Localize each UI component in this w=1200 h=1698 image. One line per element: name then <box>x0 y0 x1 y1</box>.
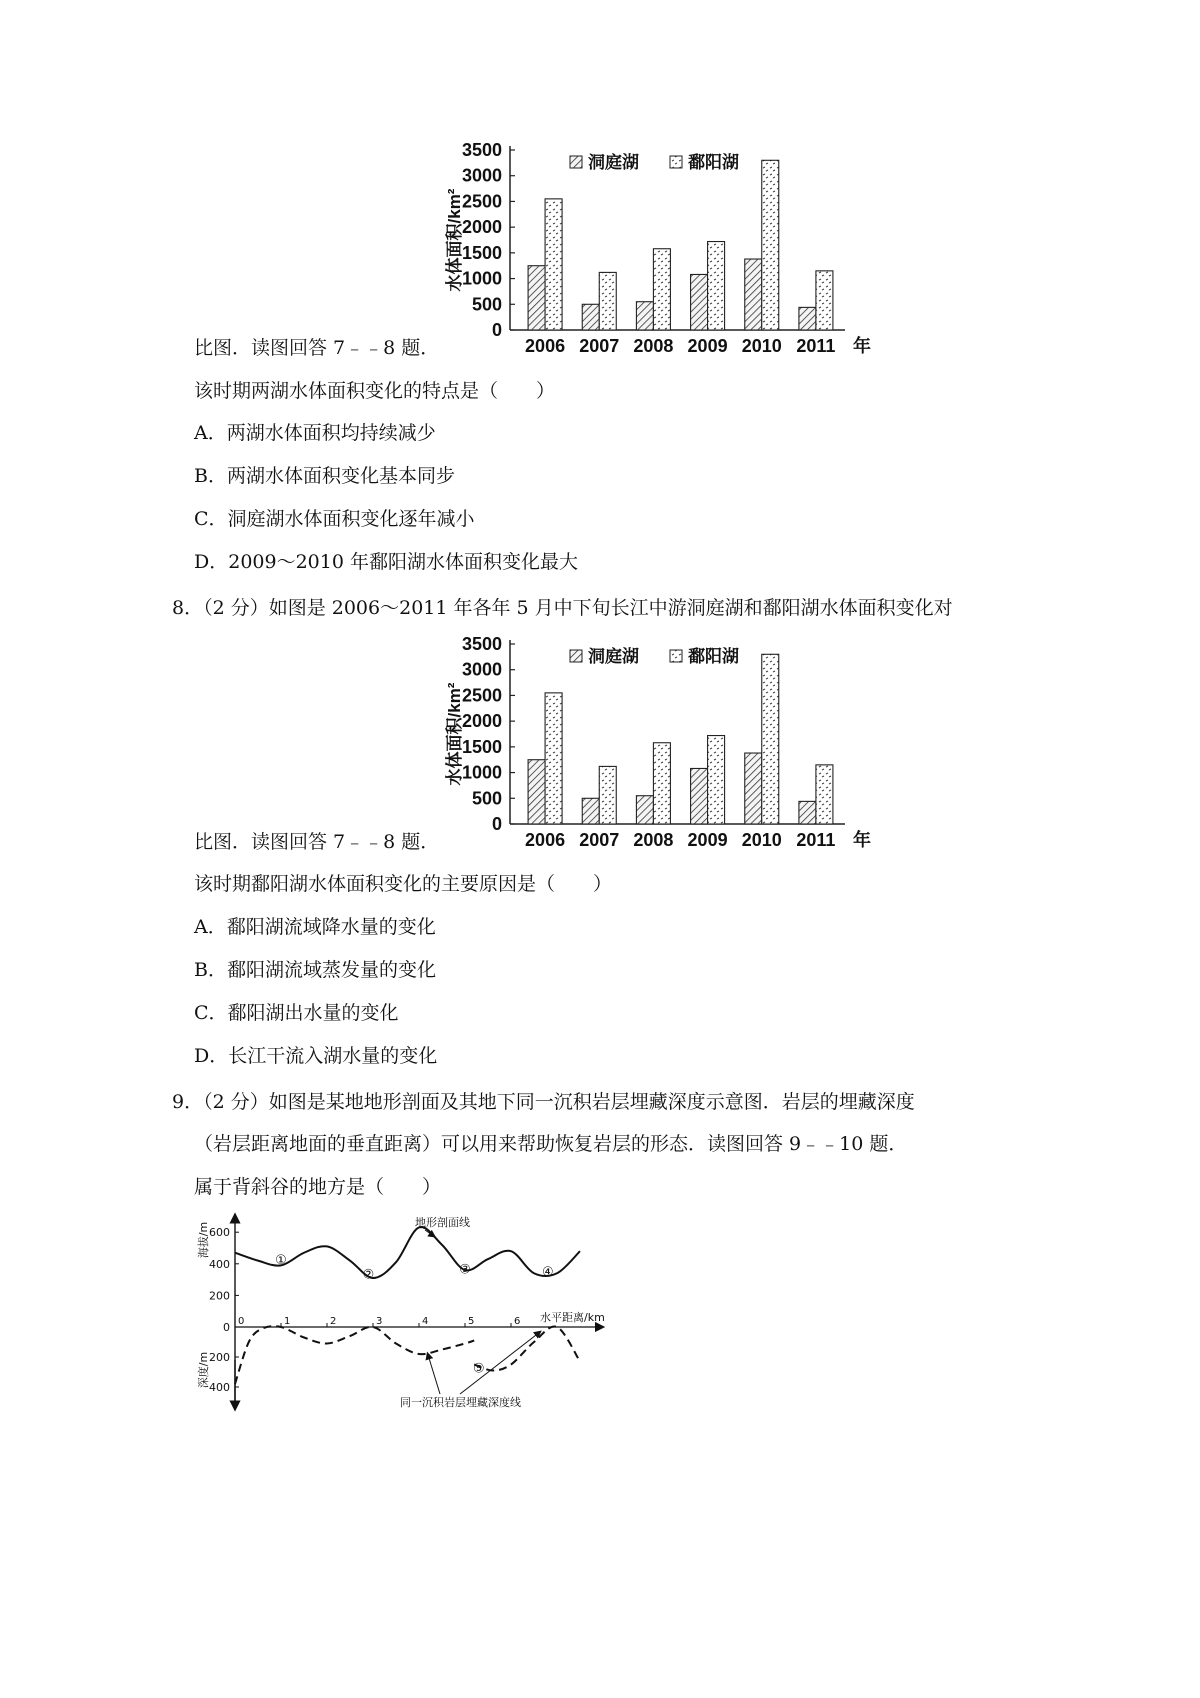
x-tick-label: 2006 <box>525 336 566 356</box>
y-tick-label: 0 <box>491 320 502 340</box>
caption-1: 比图．读图回答 7﹣﹣8 题． <box>194 337 440 359</box>
y-tick-label: 1000 <box>461 268 502 289</box>
bar-洞庭湖-2008 <box>636 302 653 330</box>
y-tick-label: 1500 <box>461 736 502 757</box>
bar-chart-2 <box>440 632 880 862</box>
x-tick-label: 2008 <box>633 336 674 356</box>
point-label: ⑤ <box>472 1361 485 1377</box>
question-8: 该时期鄱阳湖水体面积变化的主要原因是（ ） <box>194 873 613 895</box>
annotation-terrain-line: 地形剖面线 <box>415 1216 470 1229</box>
x-tick-label: 2006 <box>525 830 566 850</box>
x-tick-label: 2007 <box>579 830 620 850</box>
y-tick-label: 3000 <box>461 659 502 680</box>
bar-鄱阳湖-2007 <box>599 766 616 824</box>
option-8a: A．鄱阳湖流域降水量的变化 <box>194 916 436 938</box>
x-tick-label: 2007 <box>579 336 620 356</box>
bar-洞庭湖-2008 <box>636 796 653 824</box>
bar-chart-1 <box>440 138 880 368</box>
y-tick-label: 3500 <box>461 140 502 160</box>
x-tick-label: 2011 <box>796 336 836 356</box>
question-9-stem: 9．（2 分）如图是某地地形剖面及其地下同一沉积岩层埋藏深度示意图．岩层的埋藏深度 <box>172 1091 915 1113</box>
bar-洞庭湖-2011 <box>799 801 816 824</box>
y-axis-label-top: 海拔/m <box>197 1221 210 1259</box>
bar-鄱阳湖-2008 <box>653 249 670 330</box>
x-tick-label: 4 <box>422 1316 429 1327</box>
y-tick-label: 2500 <box>461 191 502 212</box>
option-8b: B．鄱阳湖流域蒸发量的变化 <box>194 959 436 981</box>
y-axis-label-bottom: 深度/m <box>197 1351 210 1389</box>
y-tick-label: 400 <box>209 1381 230 1394</box>
bar-洞庭湖-2006 <box>528 760 545 824</box>
bar-鄱阳湖-2010 <box>762 160 779 330</box>
bar-鄱阳湖-2006 <box>545 693 562 824</box>
point-label: ① <box>275 1253 287 1269</box>
y-tick-label: 2000 <box>461 711 502 732</box>
y-tick-label: 2500 <box>461 685 502 706</box>
rock-layer-depth-line-2 <box>474 1326 580 1370</box>
bar-洞庭湖-2006 <box>528 266 545 330</box>
y-tick-label: 500 <box>471 788 502 809</box>
y-tick-label: 3000 <box>461 165 502 186</box>
question-9-stem-2: （岩层距离地面的垂直距离）可以用来帮助恢复岩层的形态．读图回答 9﹣﹣10 题． <box>194 1133 908 1155</box>
bar-鄱阳湖-2006 <box>545 199 562 330</box>
bar-洞庭湖-2010 <box>745 753 762 824</box>
y-axis-label: 水体面积/km² <box>445 188 464 292</box>
bar-洞庭湖-2011 <box>799 307 816 330</box>
rock-layer-depth-line <box>235 1326 474 1384</box>
bar-洞庭湖-2007 <box>582 304 599 330</box>
legend-swatch <box>670 650 682 662</box>
x-tick-label: 0 <box>238 1316 245 1327</box>
legend-swatch <box>570 156 582 168</box>
y-tick-label: 0 <box>491 814 502 834</box>
option-8c: C．鄱阳湖出水量的变化 <box>194 1002 399 1024</box>
y-tick-label: 500 <box>471 294 502 315</box>
x-axis-label: 水平距离/km <box>540 1311 605 1324</box>
y-axis-label: 水体面积/km² <box>445 682 464 786</box>
bar-鄱阳湖-2011 <box>816 765 833 824</box>
x-tick-label: 2 <box>330 1316 337 1327</box>
option-7a: A．两湖水体面积均持续减少 <box>194 422 436 444</box>
y-tick-label: 1500 <box>461 242 502 263</box>
x-tick-label: 2010 <box>741 830 782 850</box>
option-7d: D．2009～2010 年鄱阳湖水体面积变化最大 <box>194 551 578 573</box>
caption-2: 比图．读图回答 7﹣﹣8 题． <box>194 831 440 853</box>
y-tick-label: 0 <box>223 1321 230 1334</box>
question-8-stem: 8．（2 分）如图是 2006～2011 年各年 5 月中下旬长江中游洞庭湖和鄱阳湖水体面积变化对 <box>172 597 953 619</box>
bar-鄱阳湖-2010 <box>762 654 779 824</box>
terrain-profile-figure <box>195 1210 625 1415</box>
legend-swatch <box>570 650 582 662</box>
x-tick-label: 3 <box>376 1316 383 1327</box>
x-tick-label: 2009 <box>687 336 728 356</box>
point-label: ② <box>362 1267 375 1283</box>
bar-鄱阳湖-2007 <box>599 272 616 330</box>
annotation-depth-line: 同一沉积岩层埋藏深度线 <box>400 1396 521 1409</box>
question-7: 该时期两湖水体面积变化的特点是（ ） <box>194 380 556 402</box>
x-tick-label: 5 <box>468 1316 475 1327</box>
point-label: ④ <box>541 1264 554 1280</box>
legend-swatch <box>670 156 682 168</box>
y-tick-label: 3500 <box>461 634 502 654</box>
legend-label: 鄱阳湖 <box>688 647 739 666</box>
x-tick-label: 2010 <box>741 336 782 356</box>
x-tick-label: 1 <box>284 1316 291 1327</box>
y-tick-label: 200 <box>209 1351 230 1364</box>
option-7b: B．两湖水体面积变化基本同步 <box>194 465 455 487</box>
y-tick-label: 2000 <box>461 217 502 238</box>
bar-洞庭湖-2010 <box>745 259 762 330</box>
x-tick-label: 2011 <box>796 830 836 850</box>
question-9: 属于背斜谷的地方是（ ） <box>194 1176 442 1198</box>
option-8d: D．长江干流入湖水量的变化 <box>194 1045 438 1067</box>
y-tick-label: 1000 <box>461 762 502 783</box>
x-tick-label: 2008 <box>633 830 674 850</box>
legend-label: 洞庭湖 <box>588 153 639 172</box>
x-axis-label: 年 <box>853 336 871 356</box>
bar-鄱阳湖-2011 <box>816 271 833 330</box>
legend-label: 鄱阳湖 <box>688 153 739 172</box>
bar-洞庭湖-2009 <box>691 768 708 824</box>
y-tick-label: 600 <box>209 1226 230 1240</box>
point-label: ③ <box>459 1262 471 1278</box>
bar-鄱阳湖-2009 <box>708 242 725 330</box>
bar-鄱阳湖-2008 <box>653 743 670 824</box>
y-tick-label: 400 <box>209 1257 230 1271</box>
x-axis-label: 年 <box>853 830 871 850</box>
option-7c: C．洞庭湖水体面积变化逐年减小 <box>194 508 475 530</box>
bar-洞庭湖-2009 <box>691 274 708 330</box>
annotation-arrow <box>428 1356 440 1395</box>
legend-label: 洞庭湖 <box>588 647 639 666</box>
x-tick-label: 2009 <box>687 830 728 850</box>
x-tick-label: 6 <box>514 1316 521 1327</box>
bar-鄱阳湖-2009 <box>708 736 725 824</box>
y-tick-label: 200 <box>209 1289 230 1303</box>
bar-洞庭湖-2007 <box>582 798 599 824</box>
